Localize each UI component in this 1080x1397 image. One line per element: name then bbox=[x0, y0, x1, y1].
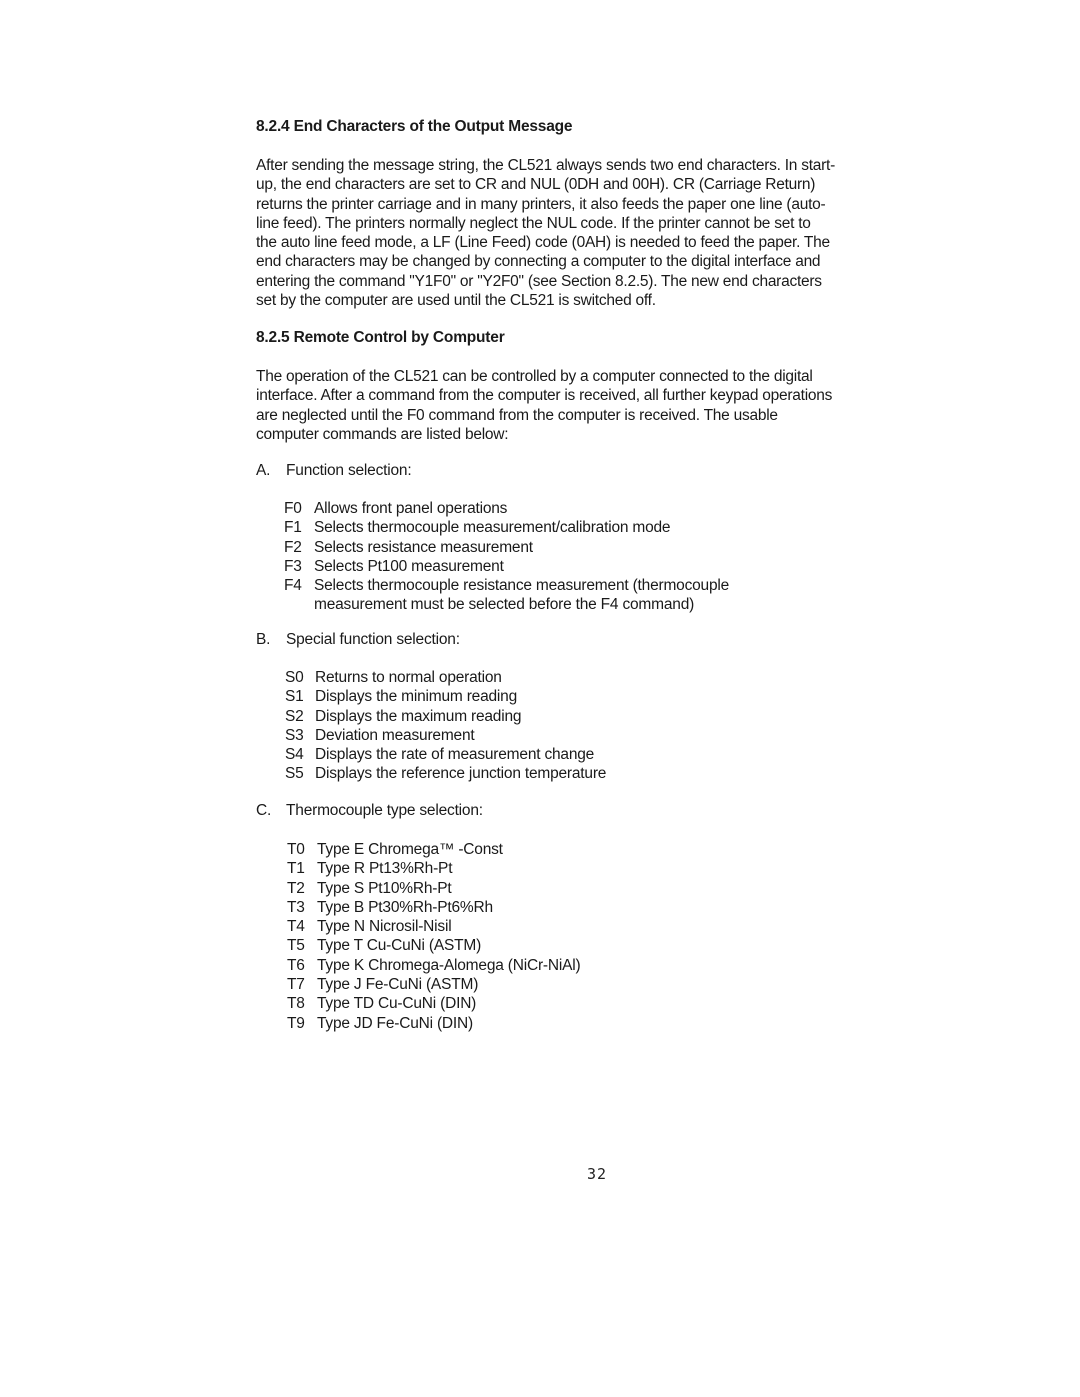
list-item bbox=[284, 499, 729, 518]
command-code: F2 bbox=[284, 538, 302, 556]
list-item bbox=[285, 726, 606, 745]
special-function-command-list bbox=[285, 668, 606, 784]
list-item bbox=[287, 956, 580, 975]
command-description-continuation: measurement must be selected before the F4 command) bbox=[314, 596, 695, 614]
paragraph-line: entering the command "Y1F0" or "Y2F0" (see Section 8.2.5). The new end characters bbox=[256, 272, 822, 290]
paragraph-line: are neglected until the F0 command from the computer is received. The usable bbox=[256, 406, 778, 424]
list-item bbox=[285, 668, 606, 687]
section-heading-8-2-4: 8.2.4 End Characters of the Output Message bbox=[256, 118, 573, 135]
command-code: F4 bbox=[284, 577, 302, 595]
command-code: T4 bbox=[287, 918, 305, 936]
list-item bbox=[285, 707, 606, 726]
command-code: S2 bbox=[285, 707, 304, 725]
command-code: S1 bbox=[285, 688, 304, 706]
command-code: T9 bbox=[287, 1014, 305, 1032]
command-description: Type E Chromega™ -Const bbox=[317, 841, 503, 858]
command-description: Type S Pt10%Rh-Pt bbox=[317, 879, 452, 897]
thermocouple-type-command-list bbox=[287, 840, 580, 1033]
list-item bbox=[284, 557, 729, 576]
list-item bbox=[287, 975, 580, 994]
command-description: Returns to normal operation bbox=[315, 669, 502, 686]
command-code: T7 bbox=[287, 976, 305, 994]
subsection-special-function-selection bbox=[256, 631, 460, 649]
subsection-letter: C. bbox=[256, 802, 272, 819]
subsection-title: Special function selection: bbox=[286, 631, 460, 648]
paragraph-line: up, the end characters are set to CR and NUL (0DH and 00H). CR (Carriage Return) bbox=[256, 176, 816, 194]
command-code: F1 bbox=[284, 519, 302, 537]
subsection-function-selection bbox=[256, 462, 411, 480]
command-code: F3 bbox=[284, 557, 302, 575]
command-code: S0 bbox=[285, 669, 304, 686]
list-item bbox=[287, 898, 580, 917]
command-description: Deviation measurement bbox=[315, 726, 475, 744]
command-description: Displays the minimum reading bbox=[315, 688, 518, 706]
command-code: T2 bbox=[287, 879, 305, 897]
command-code: T0 bbox=[287, 841, 305, 858]
command-description: Type R Pt13%Rh-Pt bbox=[317, 860, 453, 878]
command-description: Type JD Fe-CuNi (DIN) bbox=[317, 1014, 473, 1032]
subsection-letter: B. bbox=[256, 631, 271, 648]
list-item bbox=[287, 917, 580, 936]
list-item bbox=[287, 879, 580, 898]
command-code: T6 bbox=[287, 956, 305, 974]
command-code: S3 bbox=[285, 726, 304, 744]
command-description: Displays the maximum reading bbox=[315, 707, 522, 725]
list-item bbox=[287, 859, 580, 878]
list-item bbox=[287, 936, 580, 955]
list-item bbox=[285, 745, 606, 764]
function-command-list bbox=[284, 499, 729, 615]
page-number: 32 bbox=[587, 1165, 608, 1183]
command-description: Allows front panel operations bbox=[314, 500, 508, 517]
command-description: Displays the rate of measurement change bbox=[315, 746, 595, 764]
list-item bbox=[284, 538, 729, 557]
paragraph-line: end characters may be changed by connecting a computer to the digital interface and bbox=[256, 253, 821, 271]
command-description: Type T Cu-CuNi (ASTM) bbox=[317, 937, 482, 955]
command-code: T5 bbox=[287, 937, 305, 955]
list-item bbox=[287, 994, 580, 1013]
paragraph-line: interface. After a command from the computer is received, all further keypad operations bbox=[256, 387, 833, 405]
command-description: Type B Pt30%Rh-Pt6%Rh bbox=[317, 898, 493, 916]
paragraph-line: the auto line feed mode, a LF (Line Feed) code (0AH) is needed to feed the paper. The bbox=[256, 234, 830, 252]
command-code: T8 bbox=[287, 995, 305, 1013]
paragraph-line: line feed). The printers normally neglect the NUL code. If the printer cannot be set to bbox=[256, 214, 811, 232]
command-description: Type J Fe-CuNi (ASTM) bbox=[317, 976, 479, 994]
list-item bbox=[287, 1014, 580, 1033]
command-description: Type K Chromega-Alomega (NiCr-NiAl) bbox=[317, 956, 581, 974]
paragraph-line: set by the computer are used until the CL521 is switched off. bbox=[256, 292, 656, 310]
command-description: Selects thermocouple measurement/calibration mode bbox=[314, 519, 671, 537]
section-heading-8-2-5: 8.2.5 Remote Control by Computer bbox=[256, 329, 505, 346]
list-item bbox=[285, 764, 606, 783]
list-item bbox=[284, 576, 729, 595]
command-description: Type N Nicrosil-Nisil bbox=[317, 918, 452, 936]
list-item bbox=[285, 687, 606, 706]
command-description: Type TD Cu-CuNi (DIN) bbox=[317, 995, 477, 1013]
command-description: Selects thermocouple resistance measurement (thermocouple bbox=[314, 577, 730, 595]
paragraph-line: The operation of the CL521 can be controlled by a computer connected to the digital bbox=[256, 368, 813, 385]
command-description: Selects Pt100 measurement bbox=[314, 557, 504, 575]
list-item bbox=[284, 518, 729, 537]
paragraph-line: computer commands are listed below: bbox=[256, 425, 509, 443]
command-code: T1 bbox=[287, 860, 305, 878]
command-code: T3 bbox=[287, 898, 305, 916]
subsection-title: Thermocouple type selection: bbox=[286, 802, 483, 819]
paragraph-remote-control bbox=[256, 367, 946, 444]
paragraph-line: returns the printer carriage and in many printers, it also feeds the paper one line (auto- bbox=[256, 195, 826, 213]
list-item bbox=[287, 840, 580, 859]
subsection-thermocouple-type-selection bbox=[256, 802, 483, 820]
paragraph-end-characters bbox=[256, 156, 946, 310]
command-description: Selects resistance measurement bbox=[314, 538, 533, 556]
subsection-letter: A. bbox=[256, 462, 271, 479]
command-description: Displays the reference junction temperature bbox=[315, 765, 607, 783]
subsection-title: Function selection: bbox=[286, 462, 412, 479]
paragraph-line: After sending the message string, the CL521 always sends two end characters. In start- bbox=[256, 157, 836, 174]
command-code: F0 bbox=[284, 500, 302, 517]
command-code: S5 bbox=[285, 765, 304, 783]
command-code: S4 bbox=[285, 746, 304, 764]
